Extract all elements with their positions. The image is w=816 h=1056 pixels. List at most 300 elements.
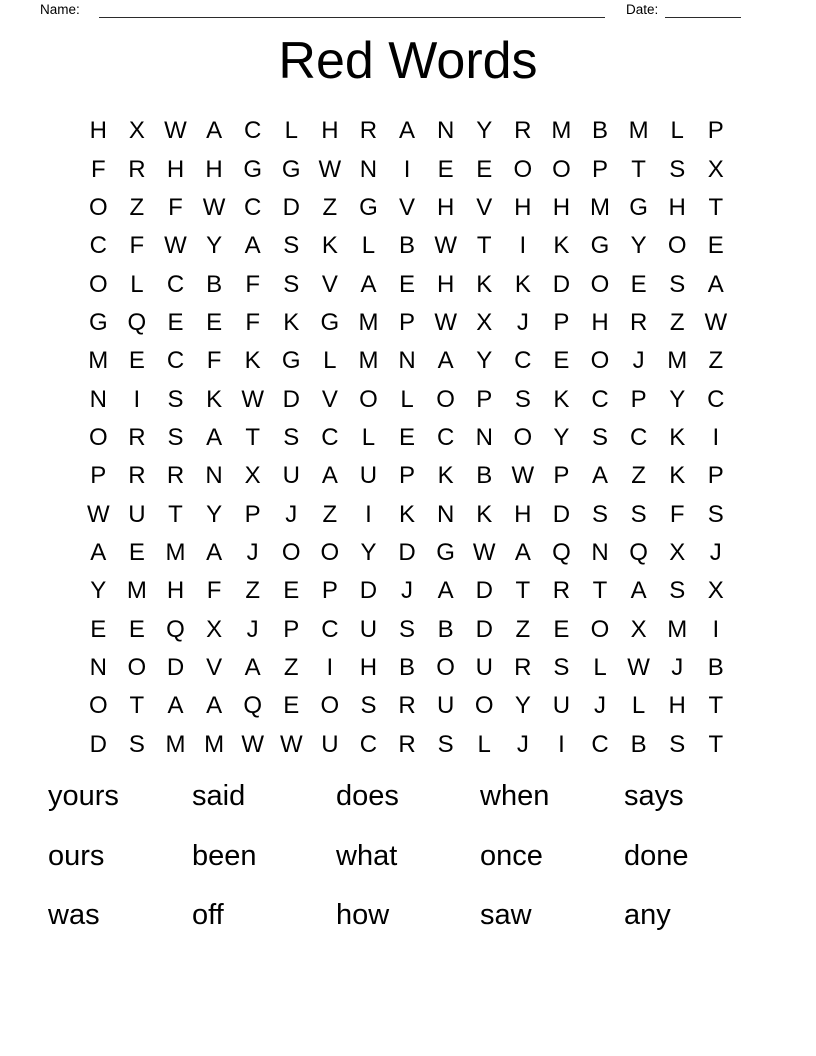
- grid-letter: S: [283, 232, 300, 260]
- grid-letter: O: [590, 270, 610, 298]
- grid-letter: A: [514, 538, 531, 566]
- grid-letter: H: [166, 577, 185, 605]
- grid-letter: R: [514, 653, 532, 681]
- grid-letter: D: [166, 653, 185, 681]
- grid-letter: O: [590, 347, 610, 375]
- grid-letter: X: [630, 615, 647, 643]
- grid-letter: M: [667, 347, 688, 375]
- grid-letter: L: [477, 730, 491, 758]
- grid-letter: O: [513, 423, 533, 451]
- grid-letter: H: [668, 193, 686, 221]
- grid-letter: I: [403, 155, 411, 183]
- grid-letter: X: [707, 577, 724, 605]
- grid-letter: U: [282, 462, 300, 490]
- grid-letter: T: [631, 155, 646, 183]
- grid-letter: X: [244, 462, 261, 490]
- word-list-item: yours: [48, 780, 119, 812]
- grid-letter: K: [553, 232, 570, 260]
- grid-letter: V: [476, 193, 493, 221]
- grid-letter: M: [126, 577, 147, 605]
- grid-letter: M: [551, 117, 572, 145]
- grid-letter: C: [244, 193, 262, 221]
- grid-letter: R: [166, 462, 185, 490]
- grid-letter: O: [359, 385, 378, 413]
- grid-letter: P: [553, 308, 570, 336]
- grid-letter: E: [476, 155, 493, 183]
- grid-letter: A: [592, 462, 609, 490]
- grid-letter: D: [282, 385, 300, 413]
- grid-letter: Z: [515, 615, 531, 643]
- grid-letter: K: [514, 270, 531, 298]
- grid-letter: V: [321, 385, 338, 413]
- grid-letter: Q: [166, 615, 185, 643]
- grid-letter: E: [128, 347, 145, 375]
- grid-letter: R: [359, 117, 378, 145]
- grid-letter: Z: [283, 653, 299, 681]
- grid-letter: M: [628, 117, 649, 145]
- grid-letter: R: [128, 423, 146, 451]
- grid-letter: P: [707, 462, 724, 490]
- grid-letter: Y: [476, 117, 493, 145]
- grid-letter: E: [128, 538, 145, 566]
- grid-letter: T: [245, 423, 260, 451]
- grid-letter: Y: [669, 385, 686, 413]
- grid-letter: U: [552, 692, 571, 720]
- grid-letter: S: [437, 730, 454, 758]
- grid-letter: O: [127, 653, 147, 681]
- grid-letter: N: [359, 155, 378, 183]
- grid-letter: A: [244, 232, 261, 260]
- grid-letter: C: [166, 270, 185, 298]
- grid-letter: H: [436, 270, 455, 298]
- grid-letter: W: [241, 385, 264, 413]
- grid-letter: H: [514, 500, 532, 528]
- grid-letter: F: [245, 270, 260, 298]
- grid-letter: J: [401, 577, 414, 605]
- grid-letter: H: [591, 308, 609, 336]
- grid-letter: H: [89, 117, 107, 145]
- grid-letter: A: [90, 538, 107, 566]
- grid-letter: M: [88, 347, 109, 375]
- grid-letter: S: [553, 653, 570, 681]
- grid-letter: A: [206, 423, 223, 451]
- word-list: [48, 779, 768, 958]
- grid-letter: J: [516, 308, 529, 336]
- grid-letter: S: [167, 385, 184, 413]
- grid-letter: Y: [514, 692, 531, 720]
- grid-letter: I: [558, 730, 565, 758]
- grid-letter: F: [129, 232, 145, 260]
- grid-letter: W: [704, 308, 728, 336]
- grid-letter: W: [627, 653, 650, 681]
- grid-letter: T: [708, 692, 724, 720]
- grid-letter: A: [321, 462, 338, 490]
- grid-letter: G: [436, 538, 455, 566]
- grid-letter: O: [436, 653, 455, 681]
- grid-letter: A: [206, 692, 223, 720]
- grid-letter: E: [707, 232, 724, 260]
- grid-letter: S: [669, 270, 686, 298]
- grid-letter: E: [283, 577, 300, 605]
- grid-letter: J: [516, 730, 529, 758]
- grid-letter: K: [399, 500, 416, 528]
- date-label: Date:: [626, 2, 659, 17]
- grid-letter: R: [398, 692, 416, 720]
- grid-letter: E: [630, 270, 647, 298]
- grid-letter: G: [243, 155, 262, 183]
- grid-letter: Z: [669, 308, 685, 336]
- grid-letter: F: [669, 500, 685, 528]
- grid-letter: A: [360, 270, 377, 298]
- grid-letter: B: [592, 117, 609, 145]
- grid-letter: R: [552, 577, 571, 605]
- grid-letter: O: [281, 538, 301, 566]
- grid-letter: Z: [322, 500, 338, 528]
- grid-letter: Y: [553, 423, 570, 451]
- grid-letter: Q: [552, 538, 571, 566]
- word-list-item: been: [192, 839, 257, 872]
- grid-letter: R: [398, 730, 416, 758]
- grid-letter: G: [281, 347, 301, 375]
- grid-letter: E: [206, 308, 223, 336]
- grid-letter: C: [629, 423, 648, 451]
- grid-letter: J: [285, 500, 298, 528]
- grid-letter: S: [592, 423, 609, 451]
- grid-letter: G: [88, 308, 108, 336]
- grid-letter: E: [553, 615, 570, 643]
- grid-letter: B: [707, 653, 724, 681]
- grid-letter: H: [166, 155, 185, 183]
- grid-letter: U: [475, 653, 493, 681]
- grid-letter: O: [667, 232, 687, 260]
- grid-letter: P: [399, 462, 416, 490]
- grid-letter: Y: [206, 232, 223, 260]
- grid-letter: P: [90, 462, 107, 490]
- grid-letter: W: [164, 117, 187, 145]
- grid-letter: W: [86, 500, 110, 528]
- grid-letter: Z: [322, 193, 338, 221]
- word-list-item: says: [624, 780, 684, 812]
- grid-letter: L: [323, 347, 337, 375]
- word-list-item: does: [336, 780, 399, 812]
- grid-letter: B: [476, 462, 493, 490]
- word-list-item: was: [48, 899, 100, 931]
- word-list-item: said: [192, 780, 246, 812]
- date-blank-line: [665, 0, 741, 18]
- grid-letter: Q: [629, 538, 648, 566]
- word-list-item: any: [624, 899, 671, 931]
- grid-letter: P: [707, 117, 724, 145]
- grid-letter: L: [670, 117, 684, 145]
- grid-letter: I: [326, 653, 334, 681]
- word-list-item: off: [192, 899, 224, 931]
- grid-letter: S: [669, 730, 686, 758]
- grid-letter: N: [475, 423, 493, 451]
- word-list-item: when: [480, 780, 550, 812]
- grid-letter: H: [436, 193, 455, 221]
- grid-letter: Y: [630, 232, 647, 260]
- grid-letter: I: [712, 423, 720, 451]
- grid-letter: K: [669, 462, 686, 490]
- grid-letter: I: [712, 615, 720, 643]
- grid-letter: T: [476, 232, 492, 260]
- grid-letter: E: [399, 423, 416, 451]
- grid-letter: E: [90, 615, 107, 643]
- grid-letter: S: [399, 615, 416, 643]
- grid-letter: T: [708, 730, 724, 758]
- grid-letter: H: [205, 155, 223, 183]
- grid-letter: L: [284, 117, 298, 145]
- grid-letter: K: [476, 500, 493, 528]
- grid-letter: K: [321, 232, 338, 260]
- grid-letter: E: [167, 308, 184, 336]
- grid-letter: P: [592, 155, 609, 183]
- grid-letter: M: [667, 615, 688, 643]
- grid-letter: V: [321, 270, 338, 298]
- grid-letter: O: [88, 692, 108, 720]
- name-label: Name:: [40, 2, 80, 17]
- grid-letter: N: [436, 500, 455, 528]
- grid-letter: C: [436, 423, 455, 451]
- grid-letter: Q: [243, 692, 262, 720]
- grid-letter: R: [629, 308, 648, 336]
- grid-letter: G: [590, 232, 610, 260]
- grid-letter: A: [244, 653, 261, 681]
- grid-letter: F: [206, 577, 222, 605]
- grid-letter: H: [552, 193, 571, 221]
- grid-letter: S: [128, 730, 145, 758]
- grid-letter: G: [359, 193, 378, 221]
- letter-grid: [79, 112, 735, 764]
- grid-letter: Y: [90, 577, 107, 605]
- grid-letter: B: [437, 615, 454, 643]
- grid-letter: K: [437, 462, 454, 490]
- grid-letter: E: [128, 615, 145, 643]
- grid-letter: J: [632, 347, 645, 375]
- grid-letter: W: [511, 462, 535, 490]
- grid-letter: M: [165, 730, 186, 758]
- grid-letter: E: [437, 155, 454, 183]
- grid-letter: D: [552, 500, 571, 528]
- grid-letter: X: [476, 308, 493, 336]
- grid-letter: I: [519, 232, 527, 260]
- grid-letter: C: [707, 385, 725, 413]
- grid-letter: C: [89, 232, 107, 260]
- grid-letter: C: [591, 730, 609, 758]
- grid-letter: L: [593, 653, 607, 681]
- grid-letter: O: [552, 155, 571, 183]
- grid-letter: U: [321, 730, 339, 758]
- grid-letter: D: [282, 193, 300, 221]
- grid-letter: P: [476, 385, 493, 413]
- grid-letter: G: [629, 193, 648, 221]
- grid-letter: F: [168, 193, 183, 221]
- grid-letter: M: [165, 538, 186, 566]
- grid-letter: T: [168, 500, 183, 528]
- grid-letter: A: [206, 538, 223, 566]
- word-list-item: once: [480, 839, 543, 872]
- grid-letter: X: [669, 538, 686, 566]
- grid-letter: O: [436, 385, 455, 413]
- grid-letter: B: [630, 730, 647, 758]
- grid-letter: W: [434, 308, 457, 336]
- grid-letter: D: [89, 730, 107, 758]
- word-list-item: how: [336, 899, 390, 931]
- grid-letter: S: [360, 692, 377, 720]
- grid-letter: U: [359, 462, 378, 490]
- grid-letter: U: [359, 615, 378, 643]
- grid-letter: C: [359, 730, 378, 758]
- word-list-item: done: [624, 839, 689, 872]
- grid-letter: Z: [708, 347, 724, 375]
- grid-letter: V: [206, 653, 223, 681]
- grid-letter: K: [244, 347, 261, 375]
- grid-letter: C: [166, 347, 185, 375]
- grid-letter: J: [671, 653, 684, 681]
- grid-letter: X: [206, 615, 223, 643]
- grid-letter: C: [244, 117, 262, 145]
- grid-letter: M: [358, 308, 379, 336]
- grid-letter: A: [206, 117, 223, 145]
- grid-letter: D: [359, 577, 378, 605]
- grid-letter: K: [476, 270, 493, 298]
- grid-letter: A: [167, 692, 184, 720]
- grid-letter: L: [400, 385, 414, 413]
- grid-letter: W: [434, 232, 457, 260]
- grid-letter: G: [320, 308, 340, 336]
- word-list-item: ours: [48, 839, 105, 872]
- grid-letter: R: [128, 155, 146, 183]
- grid-letter: X: [707, 155, 724, 183]
- grid-letter: L: [631, 692, 646, 720]
- grid-letter: M: [204, 730, 225, 758]
- grid-letter: Y: [360, 538, 377, 566]
- grid-letter: N: [398, 347, 416, 375]
- grid-letter: C: [321, 615, 339, 643]
- grid-letter: L: [130, 270, 144, 298]
- grid-letter: S: [669, 155, 686, 183]
- grid-letter: T: [708, 193, 724, 221]
- grid-letter: P: [244, 500, 261, 528]
- grid-letter: N: [205, 462, 223, 490]
- grid-letter: K: [669, 423, 686, 451]
- grid-letter: I: [133, 385, 141, 413]
- grid-letter: C: [514, 347, 532, 375]
- grid-letter: W: [241, 730, 264, 758]
- grid-letter: O: [88, 270, 108, 298]
- word-list-item: what: [336, 839, 398, 872]
- grid-letter: S: [630, 500, 647, 528]
- grid-letter: S: [283, 270, 300, 298]
- grid-letter: R: [514, 117, 532, 145]
- grid-letter: F: [90, 155, 106, 183]
- grid-letter: E: [399, 270, 416, 298]
- grid-letter: P: [321, 577, 338, 605]
- grid-letter: P: [399, 308, 416, 336]
- grid-letter: W: [164, 232, 187, 260]
- grid-letter: G: [281, 155, 301, 183]
- grid-letter: J: [709, 538, 722, 566]
- grid-letter: S: [514, 385, 531, 413]
- grid-letter: O: [590, 615, 610, 643]
- grid-letter: J: [246, 615, 259, 643]
- grid-letter: R: [128, 462, 146, 490]
- grid-letter: W: [318, 155, 342, 183]
- grid-letter: W: [279, 730, 303, 758]
- grid-letter: F: [206, 347, 222, 375]
- grid-letter: M: [358, 347, 379, 375]
- grid-letter: S: [283, 423, 300, 451]
- grid-letter: E: [553, 347, 570, 375]
- grid-letter: O: [513, 155, 533, 183]
- grid-letter: D: [475, 577, 493, 605]
- grid-letter: S: [167, 423, 184, 451]
- grid-letter: N: [89, 385, 107, 413]
- grid-letter: U: [436, 692, 455, 720]
- grid-letter: C: [321, 423, 339, 451]
- grid-letter: H: [668, 692, 686, 720]
- grid-letter: I: [365, 500, 372, 528]
- grid-letter: D: [475, 615, 493, 643]
- grid-letter: T: [515, 577, 531, 605]
- grid-letter: Y: [206, 500, 223, 528]
- grid-letter: L: [361, 232, 376, 260]
- grid-letter: S: [669, 577, 686, 605]
- grid-letter: O: [320, 538, 340, 566]
- grid-letter: B: [399, 232, 416, 260]
- grid-letter: A: [707, 270, 724, 298]
- grid-letter: T: [592, 577, 608, 605]
- grid-letter: K: [553, 385, 570, 413]
- grid-letter: F: [245, 308, 260, 336]
- grid-letter: L: [361, 423, 376, 451]
- grid-letter: J: [594, 692, 607, 720]
- grid-letter: H: [321, 117, 339, 145]
- grid-letter: A: [437, 577, 454, 605]
- grid-letter: Z: [129, 193, 145, 221]
- grid-letter: S: [592, 500, 609, 528]
- grid-letter: N: [89, 653, 107, 681]
- grid-letter: O: [320, 692, 340, 720]
- grid-letter: N: [591, 538, 609, 566]
- grid-letter: Z: [631, 462, 646, 490]
- grid-letter: U: [128, 500, 146, 528]
- grid-letter: H: [514, 193, 532, 221]
- name-blank-line: [99, 0, 605, 18]
- grid-letter: P: [630, 385, 647, 413]
- grid-letter: Z: [245, 577, 260, 605]
- grid-letter: W: [472, 538, 496, 566]
- grid-letter: T: [129, 692, 145, 720]
- grid-letter: D: [552, 270, 571, 298]
- grid-letter: Q: [127, 308, 147, 336]
- grid-letter: P: [283, 615, 300, 643]
- grid-letter: O: [474, 692, 494, 720]
- grid-letter: M: [590, 193, 611, 221]
- grid-letter: J: [246, 538, 259, 566]
- grid-letter: B: [206, 270, 223, 298]
- grid-letter: N: [436, 117, 455, 145]
- grid-letter: E: [283, 692, 300, 720]
- grid-letter: A: [437, 347, 454, 375]
- grid-letter: O: [88, 423, 108, 451]
- grid-letter: C: [591, 385, 609, 413]
- grid-letter: Y: [476, 347, 493, 375]
- grid-letter: A: [630, 577, 647, 605]
- grid-letter: H: [359, 653, 378, 681]
- grid-letter: S: [707, 500, 724, 528]
- grid-letter: K: [206, 385, 223, 413]
